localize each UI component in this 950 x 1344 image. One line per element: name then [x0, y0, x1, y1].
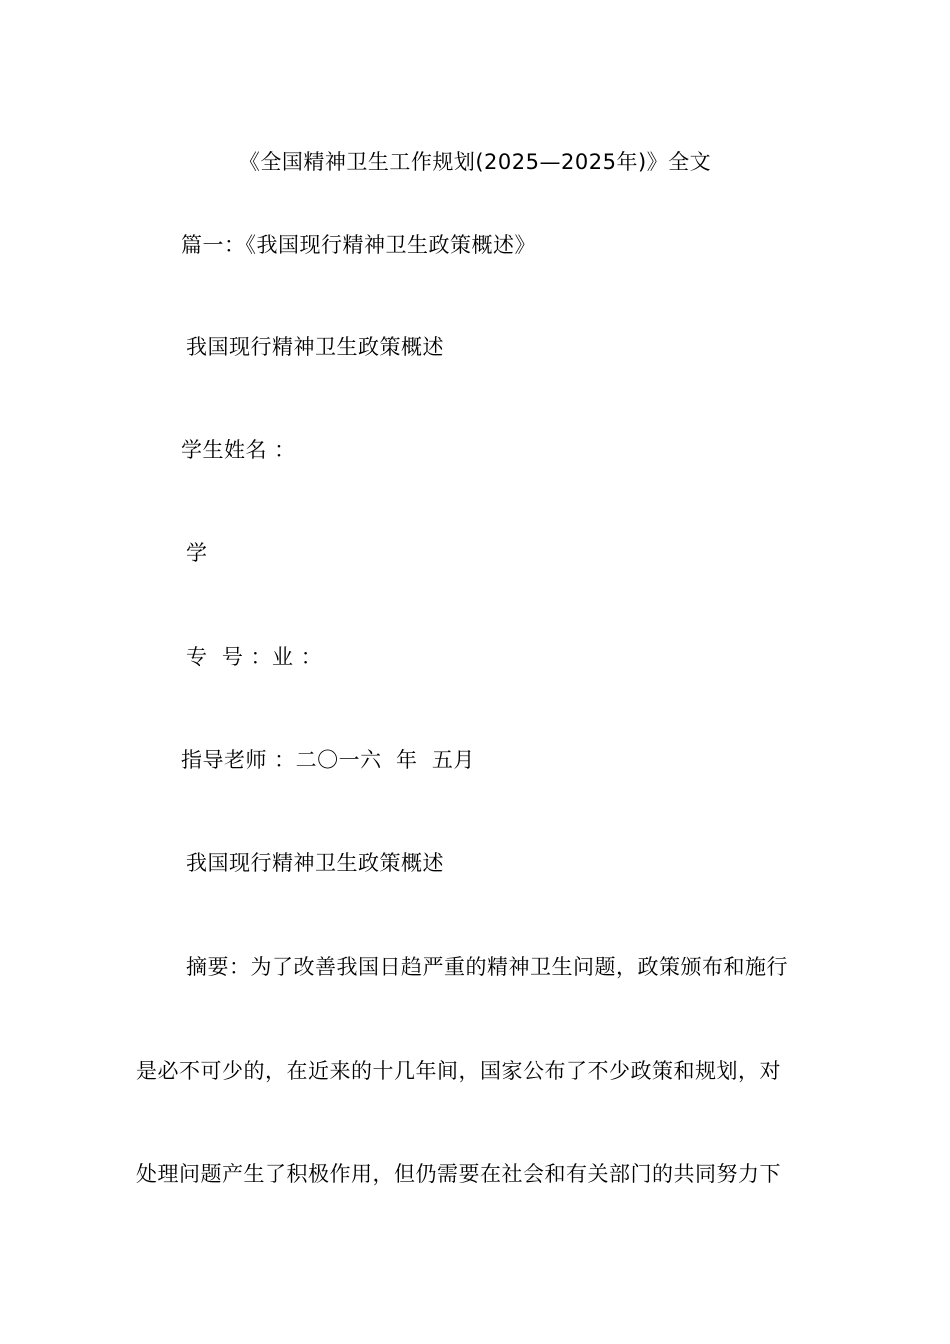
document-title: 《全国精神卫生工作规划(2025—2025年)》全文	[238, 150, 712, 174]
advisor-date-line: 指导老师 ：二〇一六 年 五月	[181, 748, 475, 772]
paper-subtitle: 我国现行精神卫生政策概述	[186, 335, 444, 359]
student-id-fragment: 学	[186, 541, 208, 565]
major-line: 专 号 ：业 ：	[186, 645, 323, 669]
section-title: 我国现行精神卫生政策概述	[186, 851, 444, 875]
abstract-line: 是必不可少的，在近来的十几年间，国家公布了不少政策和规划，对	[136, 1059, 781, 1083]
abstract-line: 处理问题产生了积极作用，但仍需要在社会和有关部门的共同努力下	[136, 1162, 781, 1186]
chapter-heading: 篇一：《我国现行精神卫生政策概述》	[181, 233, 536, 257]
student-name-label: 学生姓名 ：	[181, 438, 296, 462]
abstract-line: 摘要：为了改善我国日趋严重的精神卫生问题，政策颁布和施行	[186, 955, 788, 979]
